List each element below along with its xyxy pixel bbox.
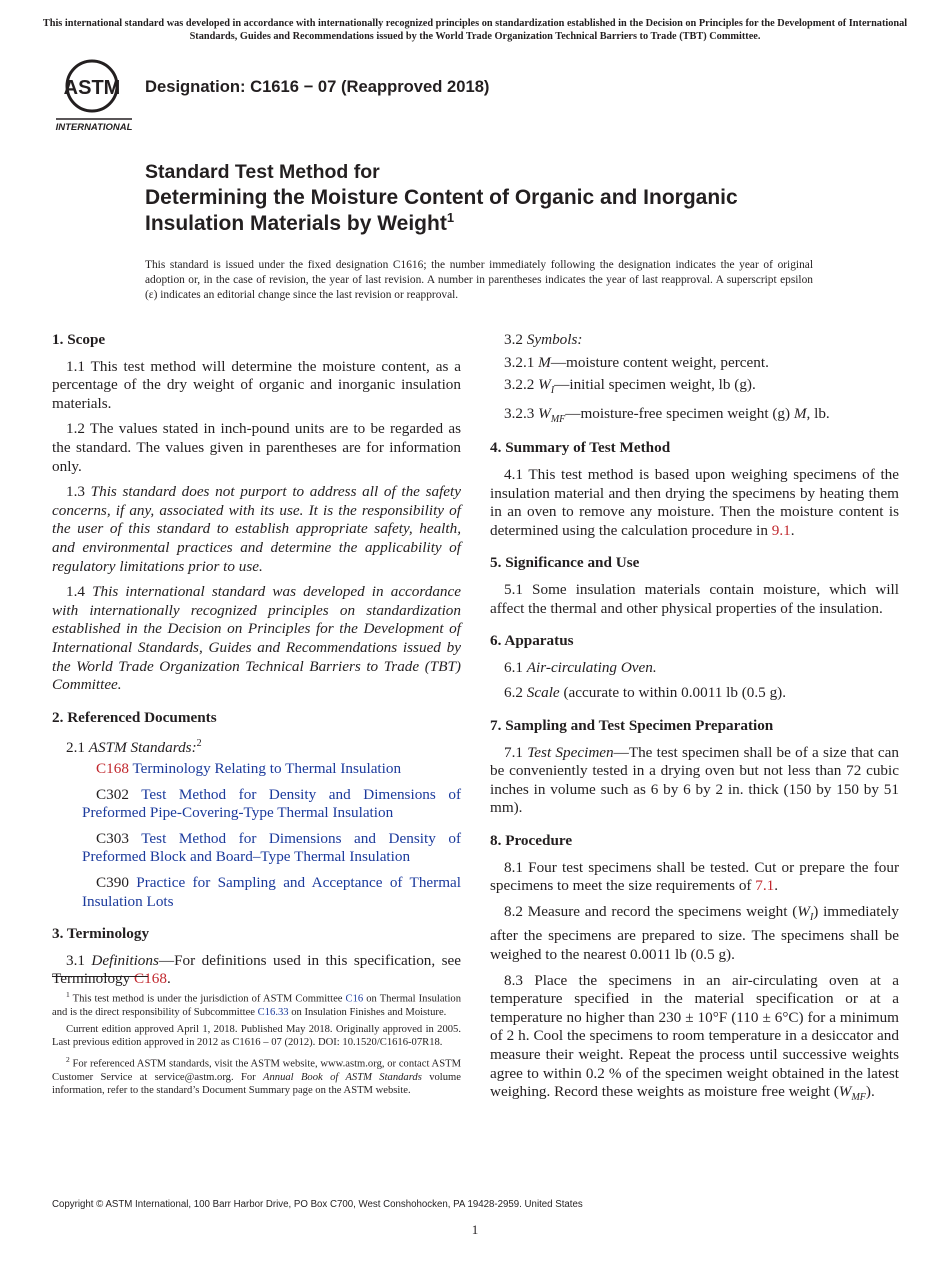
section-sampling (490, 717, 899, 818)
reference-code: C390 (96, 873, 129, 891)
section-summary (490, 439, 899, 540)
reference-link[interactable]: 9.1 (771, 521, 791, 539)
footnote-1: $^1$ This test method is under the jurisdiction of ASTM Committee C16 on Thermal Insulation and is the direct responsibility of Subcommittee C16.33 on Insulation Finishes and Moisture. (52, 990, 461, 1019)
paragraph: 8.2 Measure and record the specimens weight $(W_I)$ immediately after the specimens are prepared to size. The specimens shall be weighed to the nearest 0.0011 lb (0.5 g). (490, 902, 899, 963)
symbol-item: 3.2.2 $W_I—initial$ specimen weight, lb (g). (504, 376, 756, 397)
title-line-3: Insulation Materials by Weight$^1$ (145, 210, 455, 235)
astm-logo (52, 56, 136, 134)
paragraph: 1.4 This international standard was developed in accordance with internationally recognized principles on standardization established in the Decision on Principles for the Development of International Standards, Guides and Recommendations issued by the World Trade Organization Technical Barriers to Trade (TBT) Committee. (52, 583, 462, 694)
committee-link[interactable]: C16 (345, 993, 364, 1005)
section-heading: 7. Sampling and Test Specimen Preparation (490, 716, 774, 734)
reference-item (52, 874, 461, 911)
title-line-2: Determining the Moisture Content of Organic and Inorganic (145, 186, 738, 209)
reference-title-link[interactable]: Practice for Sampling and Acceptance of Thermal Insulation Lots (82, 873, 461, 910)
reference-link[interactable]: 7.1 (755, 877, 775, 895)
top-notice: This international standard was developed in accordance with internationally recognized principles on standardization established in the Decision on Principles for the Development of International Standards, Guides and Recommendations issued by the World Trade Organization Technical Barriers to Trade (TBT) Committee. (42, 18, 908, 42)
subcommittee-link[interactable]: C16.33 (257, 1007, 289, 1019)
paragraph: 6.2 Scale (accurate to within 0.0011 lb (0.5 g). (504, 684, 787, 702)
title-line-1: Standard Test Method for (145, 161, 380, 183)
reference-code: C303 (96, 829, 129, 847)
footnote-edition: Current edition approved April 1, 2018. Published May 2018. Originally approved in 2005. Last previous edition approved in 2012 as C1616 – 07 (2012). DOI: 10.1520/C1616-07R18. (52, 1023, 461, 1049)
designation: Designation: C1616 − 07 (Reapproved 2018) (145, 77, 490, 96)
reference-code: C302 (96, 785, 129, 803)
paragraph: 8.1 Four test specimens shall be tested. Cut or prepare the four specimens to meet the size requirements of 7.1. (490, 858, 899, 895)
section-heading: 1. Scope (52, 331, 106, 348)
symbol-item: 3.2.1 M—moisture content weight, percent. (504, 353, 769, 371)
paragraph: 1.1 This test method will determine the moisture content, as a percentage of the dry weight of organic and inorganic insulation materials. (52, 357, 461, 412)
logo-letters: ASTM (63, 77, 121, 99)
copyright-line: Copyright © ASTM International, 100 Barr Harbor Drive, PO Box C700, West Conshohocken, PA 19428-2959. United States (52, 1199, 583, 1210)
section-procedure (490, 832, 899, 1108)
section-apparatus (490, 632, 899, 703)
section-significance (490, 554, 899, 618)
footnote-2: $^2$ For referenced ASTM standards, visit the ASTM website, www.astm.org, or contact ASTM Customer Service at service@astm.org. For Annual Book of ASTM Standards volume information, refer to the standard’s Document Summary page on the ASTM website. (52, 1054, 461, 1097)
logo-caption: INTERNATIONAL (55, 122, 133, 133)
symbol-item: 3.2.3 $W_{MF}—moisture$-free specimen weight (g) M, lb. (504, 404, 830, 425)
paragraph: 8.3 Place the specimens in an air-circulating oven at a temperature specified in the material specification or at a temperature no higher than 230 ± 10°F (110 ± 6°C) for a minimum of 2 h. Cool the specimens to room temperature in a desiccator and measure their weight. Repeat the process until successive weights agree to within 0.2 % of the specimen weight obtained in the latest weighing. Record these weights as moisture free weight $(W_{MF})$. (490, 971, 899, 1104)
section-symbols (490, 331, 899, 429)
paragraph: 4.1 This test method is based upon weighing specimens of the insulation material and then drying the specimens by heating them in an oven to remove any moisture. Then the moisture content is determined using the calculation procedure in 9.1. (490, 466, 899, 539)
right-column (490, 331, 899, 1122)
title-footnote-mark[interactable]: 1 (446, 210, 455, 225)
issue-note: This standard is issued under the fixed designation C1616; the number immediately following the designation indicates the year of original adoption or, in the case of revision, the year of last revision. A number in parentheses indicates the year of last reapproval. A superscript epsilon (ε) indicates an editorial change since the last revision or reapproval. (145, 259, 813, 301)
reference-item (52, 786, 461, 823)
reference-title-link[interactable]: Test Method for Dimensions and Density of Preformed Block and Board–Type Thermal Insulation (82, 829, 461, 866)
footnotes (52, 988, 461, 1101)
section-terminology (52, 925, 461, 989)
paragraph: 3.1 Definitions—For definitions used in this specification, see Terminology C168. (52, 951, 462, 988)
paragraph: 2.1 ASTM Standards:$^2$ (66, 738, 202, 757)
paragraph: 5.1 Some insulation materials contain moisture, which will affect the thermal and other physical properties of the insulation. (490, 581, 899, 617)
section-heading: 3. Terminology (52, 925, 150, 943)
section-referenced-documents (52, 709, 461, 911)
reference-item (52, 830, 461, 867)
left-column (52, 331, 461, 1003)
reference-link[interactable]: C168 (134, 970, 167, 988)
section-heading: 2. Referenced Documents (52, 708, 217, 726)
document-title (145, 160, 865, 237)
paragraph: 6.1 Air-circulating Oven. (504, 658, 657, 676)
page-number: 1 (471, 1222, 479, 1237)
section-heading: 8. Procedure (490, 831, 573, 849)
paragraph: 1.3 This standard does not purport to address all of the safety concerns, if any, associated with its use. It is the responsibility of the user of this standard to establish appropriate safety, health, and environmental practices and determine the applicability of regulatory limitations prior to use. (52, 483, 462, 575)
paragraph: 3.2 Symbols: (504, 331, 583, 348)
section-scope (52, 331, 461, 695)
paragraph: 1.2 The values stated in inch-pound units are to be regarded as the standard. The values given in parentheses are for information only. (52, 420, 461, 475)
footnote-mark[interactable]: 2 (196, 738, 202, 750)
reference-title-link[interactable]: Terminology Relating to Thermal Insulation (132, 759, 402, 777)
astm-logo-icon (52, 56, 136, 134)
section-heading: 6. Apparatus (490, 632, 574, 650)
reference-title-link[interactable]: Test Method for Density and Dimensions of Preformed Pipe-Covering-Type Thermal Insulation (82, 785, 461, 822)
paragraph: 7.1 Test Specimen—The test specimen shall be of a size that can be conveniently tested in a drying oven but not less than 72 cubic inches in volume such as 6 by 6 by 2 in. thick (150 by 150 by 51 mm). (490, 743, 900, 817)
section-heading: 4. Summary of Test Method (490, 439, 671, 457)
section-heading: 5. Significance and Use (490, 554, 640, 572)
footnote-divider (52, 976, 148, 977)
reference-item (52, 760, 461, 779)
reference-code-link[interactable]: C168 (96, 759, 129, 777)
